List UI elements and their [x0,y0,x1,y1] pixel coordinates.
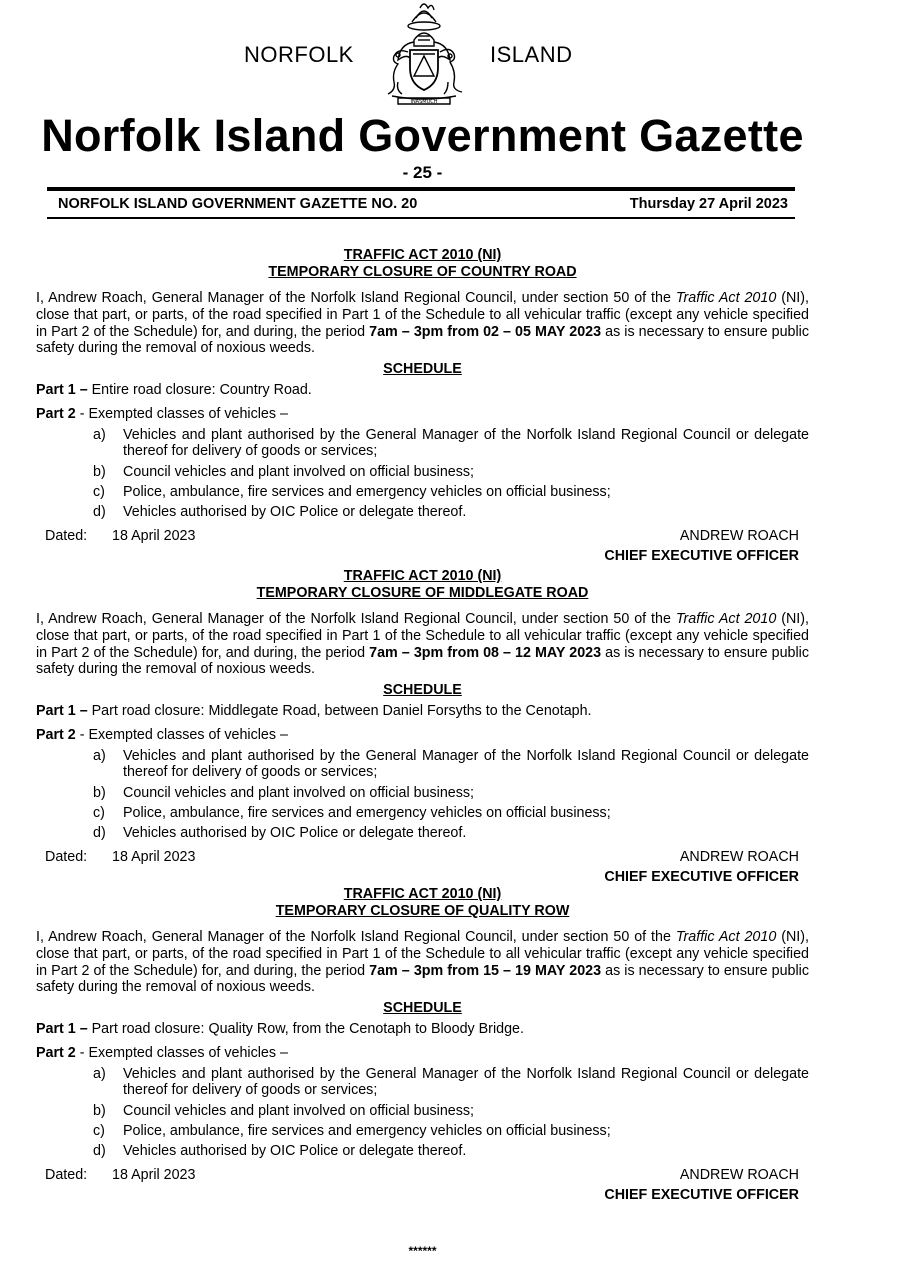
list-item: c) Police, ambulance, fire services and emergency vehicles on official business; [93,483,611,500]
notice-body: I, Andrew Roach, General Manager of the Norfolk Island Regional Council, under section 50 of the Traffic Act 2010 (NI), close that part, or parts, of the road specified in Part 1 of the Schedule to all vehicular traffic (except any vehicle specified in Part 2 of the Schedule) for, and during, the period 7am – 3pm from 15 – 19 MAY 2023 as is necessary to ensure public safety during the removal of noxious weeds. [36,929,809,996]
notice-heading: TEMPORARY CLOSURE OF COUNTRY ROAD [268,263,577,280]
header-rule-top [47,187,795,191]
list-item: a) Vehicles and plant authorised by the General Manager of the Norfolk Island Regional Council or delegate thereof for delivery of goods or services; [93,426,809,460]
dated-label: Dated: [45,848,88,865]
notice-act-title: TRAFFIC ACT 2010 (NI) [343,568,502,584]
list-item: b) Council vehicles and plant involved on official business; [93,463,475,480]
list-item: a) Vehicles and plant authorised by the General Manager of the Norfolk Island Regional Council or delegate thereof for delivery of goods or services; [93,1065,809,1099]
dated-value: 18 April 2023 [112,527,196,544]
dated-value: 18 April 2023 [112,1166,196,1183]
list-item: c) Police, ambulance, fire services and emergency vehicles on official business; [93,1122,611,1139]
schedule-heading: SCHEDULE [383,1000,462,1017]
gazette-number: NORFOLK ISLAND GOVERNMENT GAZETTE NO. 20 [58,196,418,212]
schedule-heading: SCHEDULE [383,361,462,378]
signatory-name: ANDREW ROACH [679,848,799,865]
page-number: - 25 - [402,163,443,182]
dated-signature-block [36,1167,809,1207]
masthead-left-word: NORFOLK [244,42,354,67]
list-item: d) Vehicles authorised by OIC Police or delegate thereof. [93,1142,467,1159]
notice-body: I, Andrew Roach, General Manager of the Norfolk Island Regional Council, under section 50 of the Traffic Act 2010 (NI), close that part, or parts, of the road specified in Part 1 of the Schedule to all vehicular traffic (except any vehicle specified in Part 2 of the Schedule) for, and during, the period 7am – 3pm from 08 – 12 MAY 2023 as is necessary to ensure public safety during the removal of noxious weeds. [36,611,809,678]
dated-label: Dated: [45,527,88,544]
schedule-part-2: Part 2 - Exempted classes of vehicles – [36,405,288,422]
exempted-vehicle-list [36,748,809,842]
notice-body: I, Andrew Roach, General Manager of the Norfolk Island Regional Council, under section 50 of the Traffic Act 2010 (NI), close that part, or parts, of the road specified in Part 1 of the Schedule to all vehicular traffic (except any vehicle specified in Part 2 of the Schedule) for, and during, the period 7am – 3pm from 02 – 05 MAY 2023 as is necessary to ensure public safety during the removal of noxious weeds. [36,290,809,357]
notice-act-title: TRAFFIC ACT 2010 (NI) [343,886,502,902]
dated-value: 18 April 2023 [112,848,196,865]
list-item: b) Council vehicles and plant involved on official business; [93,1102,475,1119]
signatory-name: ANDREW ROACH [679,1166,799,1183]
signatory-title: CHIEF EXECUTIVE OFFICER [604,868,799,885]
schedule-part-2: Part 2 - Exempted classes of vehicles – [36,726,288,743]
signatory-name: ANDREW ROACH [679,527,799,544]
notice-heading: TEMPORARY CLOSURE OF QUALITY ROW [275,902,570,919]
end-of-gazette-marker: ****** [408,1244,437,1258]
coat-of-arms-icon [368,0,480,112]
notice-quality-row [36,886,809,1207]
crest-motto-text: INASMUCH [410,99,438,105]
schedule-part-1: Part 1 – Entire road closure: Country Road. [36,381,312,398]
schedule-part-2: Part 2 - Exempted classes of vehicles – [36,1044,288,1061]
notice-middlegate-road [36,568,809,889]
signatory-title: CHIEF EXECUTIVE OFFICER [604,1186,799,1203]
notice-country-road [36,247,809,568]
notice-heading: TEMPORARY CLOSURE OF MIDDLEGATE ROAD [256,584,589,601]
gazette-title: Norfolk Island Government Gazette [41,110,804,161]
notice-act-title: TRAFFIC ACT 2010 (NI) [343,247,502,263]
masthead-right-word: ISLAND [490,42,573,67]
list-item: d) Vehicles authorised by OIC Police or delegate thereof. [93,824,467,841]
list-item: d) Vehicles authorised by OIC Police or delegate thereof. [93,503,467,520]
list-item: b) Council vehicles and plant involved on official business; [93,784,475,801]
dated-label: Dated: [45,1166,88,1183]
header-rule-bottom [47,217,795,219]
dated-signature-block [36,528,809,568]
exempted-vehicle-list [36,427,809,521]
schedule-part-1: Part 1 – Part road closure: Middlegate Road, between Daniel Forsyths to the Cenotaph. [36,702,592,719]
gazette-date: Thursday 27 April 2023 [629,196,788,212]
signatory-title: CHIEF EXECUTIVE OFFICER [604,547,799,564]
schedule-part-1: Part 1 – Part road closure: Quality Row, from the Cenotaph to Bloody Bridge. [36,1020,524,1037]
schedule-heading: SCHEDULE [383,682,462,699]
list-item: a) Vehicles and plant authorised by the General Manager of the Norfolk Island Regional Council or delegate thereof for delivery of goods or services; [93,747,809,781]
list-item: c) Police, ambulance, fire services and emergency vehicles on official business; [93,804,611,821]
exempted-vehicle-list [36,1066,809,1160]
dated-signature-block [36,849,809,889]
